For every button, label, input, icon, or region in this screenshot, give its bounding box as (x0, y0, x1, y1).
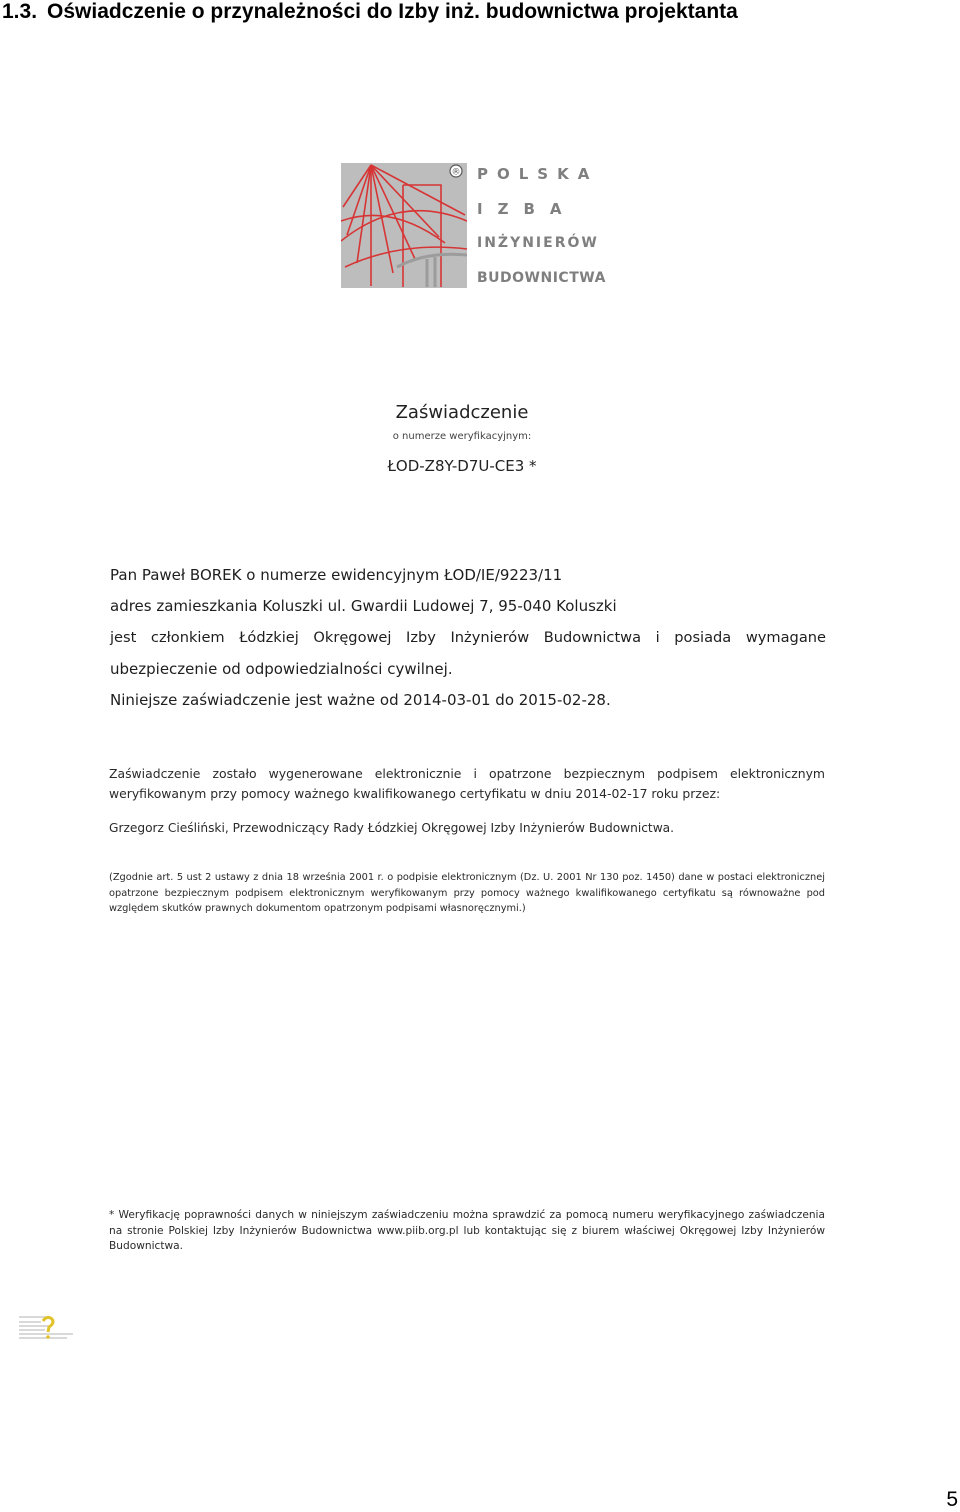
generated-note: Zaświadczenie zostało wygenerowane elektronicznie i opatrzone bezpiecznym podpisem elektronicznym weryfikowanym przy pomocy ważnego kwalifikowanego certyfikatu w dniu 2014-02-17 roku przez: (109, 766, 825, 801)
logo-wordmark (477, 163, 606, 291)
logo-word-izba: IZBA (477, 200, 577, 218)
section-title: Oświadczenie o przynależności do Izby inż. budownictwa projektanta (47, 0, 738, 23)
footnote: * Weryfikację poprawności danych w niniejszym zaświadczeniu można sprawdzić za pomocą numeru weryfikacyjnego zaświadczenia na stronie Polskiej Izby Inżynierów Budownictwa www.piib.org.pl lub kontaktując się z biurem właściwej Okręgowej Izby Inżynierów Budownictwa. (109, 1209, 825, 1252)
bridge-logo-graphic (341, 163, 467, 288)
membership-line: jest członkiem Łódzkiej Okręgowej Izby Inżynierów Budownictwa i posiada wymagane (110, 629, 826, 646)
logo-word-inzynierow: INŻYNIERÓW (477, 235, 599, 251)
section-heading (2, 0, 738, 24)
page-number: 5 (946, 1488, 958, 1511)
validity-line: Niniejsze zaświadczenie jest ważne od 2014-03-01 do 2015-02-28. (110, 691, 611, 709)
piib-logo (341, 163, 606, 291)
verification-code: ŁOD-Z8Y-D7U-CE3 * (387, 457, 537, 475)
certificate-subtitle: o numerze weryfikacyjnym: (392, 431, 532, 442)
section-number: 1.3. (2, 0, 38, 23)
logo-word-budownictwa: BUDOWNICTWA (477, 270, 606, 286)
insurance-line: ubezpieczenie od odpowiedzialności cywilnej. (110, 660, 453, 678)
signatory: Grzegorz Cieśliński, Przewodniczący Rady Łódzkiej Okręgowej Izby Inżynierów Budownictwa. (109, 821, 675, 835)
member-name-line: Pan Paweł BOREK o numerze ewidencyjnym ŁOD/IE/9223/11 (110, 566, 563, 584)
bridge-logo-icon (341, 163, 467, 288)
logo-word-polska: POLSKA (477, 165, 599, 183)
signature-stamp-icon (17, 1313, 75, 1343)
certificate-title: Zaświadczenie (395, 402, 529, 423)
registered-mark-icon (449, 164, 463, 178)
legal-note: (Zgodnie art. 5 ust 2 ustawy z dnia 18 września 2001 r. o podpisie elektronicznym (Dz. U. 2001 Nr 130 poz. 1450) dane w postaci elektronicznej opatrzone bezpiecznym podpisem elektronicznym weryfikowanym przy pomocy ważnego kwalifikowanego certyfikatu są równoważne pod względem skutków prawnych dokumentom opatrzonym podpisami własnoręcznymi.) (109, 872, 825, 914)
registered-mark: ® (451, 167, 461, 178)
address-line: adres zamieszkania Koluszki ul. Gwardii Ludowej 7, 95-040 Koluszki (110, 597, 617, 615)
